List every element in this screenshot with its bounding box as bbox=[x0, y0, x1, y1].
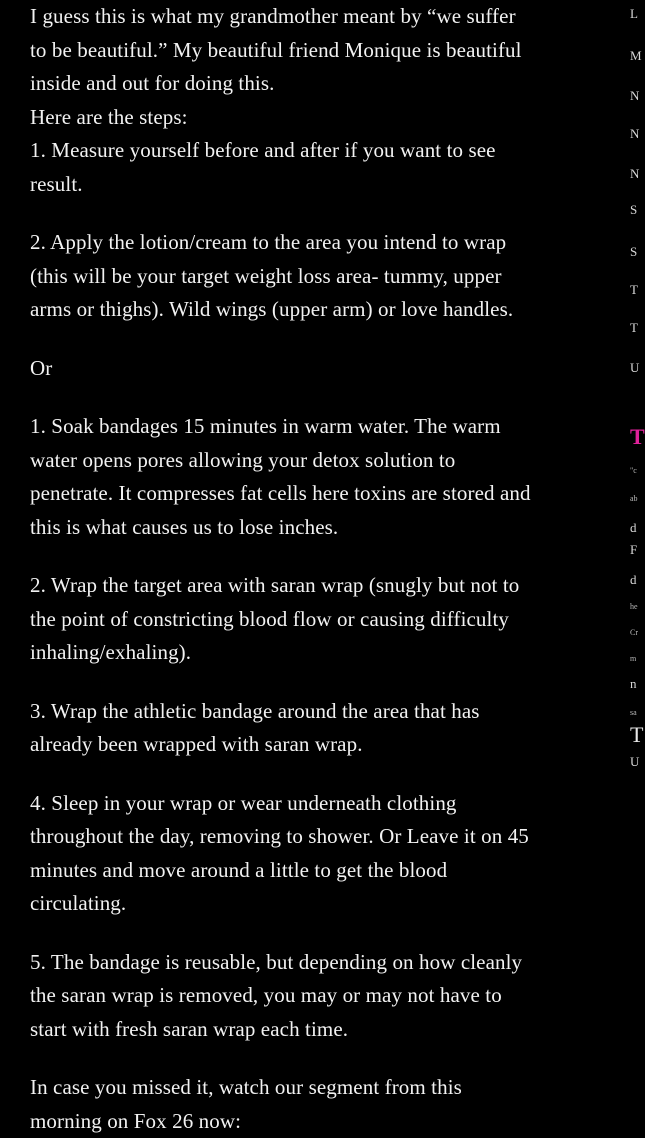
article-text-line: 3. Wrap the athletic bandage around the area that has bbox=[30, 695, 605, 729]
article-text-line: 4. Sleep in your wrap or wear underneath clothing bbox=[30, 787, 605, 821]
sidebar-link-fragment[interactable]: F bbox=[630, 542, 637, 558]
article-text-line: this is what causes us to lose inches. bbox=[30, 511, 605, 545]
article-text-line: penetrate. It compresses fat cells here toxins are stored and bbox=[30, 477, 605, 511]
sidebar-link-fragment[interactable]: "c bbox=[630, 466, 637, 475]
sidebar-link-fragment[interactable]: U bbox=[630, 754, 639, 770]
sidebar-link-fragment[interactable]: n bbox=[630, 676, 637, 692]
article-text-line: morning on Fox 26 now: bbox=[30, 1105, 605, 1138]
article-text-line: circulating. bbox=[30, 887, 605, 921]
sidebar-link-fragment[interactable]: d bbox=[630, 572, 637, 588]
article-text-line: inhaling/exhaling). bbox=[30, 636, 605, 670]
paragraph-gap bbox=[30, 201, 605, 226]
sidebar-link-fragment[interactable]: N bbox=[630, 88, 639, 104]
sidebar-link-fragment[interactable]: d bbox=[630, 520, 637, 536]
article-text-line: I guess this is what my grandmother meant by “we suffer bbox=[30, 0, 605, 34]
article-text-line: 5. The bandage is reusable, but depending on how cleanly bbox=[30, 946, 605, 980]
article-text-line: 1. Measure yourself before and after if you want to see bbox=[30, 134, 605, 168]
article-text-line: minutes and move around a little to get the blood bbox=[30, 854, 605, 888]
sidebar-link-fragment[interactable]: M bbox=[630, 48, 642, 64]
paragraph-gap bbox=[30, 327, 605, 352]
article-text-line: inside and out for doing this. bbox=[30, 67, 605, 101]
article-text-line: water opens pores allowing your detox solution to bbox=[30, 444, 605, 478]
paragraph-gap bbox=[30, 385, 605, 410]
sidebar-link-fragment[interactable]: U bbox=[630, 360, 639, 376]
article-text-line: 2. Wrap the target area with saran wrap (snugly but not to bbox=[30, 569, 605, 603]
article-body bbox=[30, 0, 605, 1138]
sidebar-link-fragment[interactable]: L bbox=[630, 6, 638, 22]
article-text-line: start with fresh saran wrap each time. bbox=[30, 1013, 605, 1047]
article-text-line: the point of constricting blood flow or causing difficulty bbox=[30, 603, 605, 637]
article-text-line: Or bbox=[30, 352, 605, 386]
article-text-line: (this will be your target weight loss area- tummy, upper bbox=[30, 260, 605, 294]
sidebar-link-fragment[interactable]: N bbox=[630, 166, 639, 182]
article-text-line: In case you missed it, watch our segment from this bbox=[30, 1071, 605, 1105]
sidebar-link-fragment[interactable]: T bbox=[630, 320, 638, 336]
paragraph-gap bbox=[30, 670, 605, 695]
paragraph-gap bbox=[30, 1046, 605, 1071]
article-text-line: the saran wrap is removed, you may or may not have to bbox=[30, 979, 605, 1013]
sidebar-link-fragment[interactable]: T bbox=[630, 282, 638, 298]
article-text-line: Here are the steps: bbox=[30, 101, 605, 135]
sidebar-link-fragment[interactable]: S bbox=[630, 244, 637, 260]
sidebar-link-fragment[interactable]: T bbox=[630, 722, 643, 748]
sidebar-link-fragment[interactable]: he bbox=[630, 602, 638, 611]
article-text-line: already been wrapped with saran wrap. bbox=[30, 728, 605, 762]
sidebar-link-fragment[interactable]: ab bbox=[630, 494, 638, 503]
paragraph-gap bbox=[30, 544, 605, 569]
sidebar-link-fragment[interactable]: Cr bbox=[630, 628, 638, 637]
article-text-line: arms or thighs). Wild wings (upper arm) or love handles. bbox=[30, 293, 605, 327]
paragraph-gap bbox=[30, 921, 605, 946]
sidebar-clipped bbox=[630, 0, 640, 1136]
article-text-line: to be beautiful.” My beautiful friend Monique is beautiful bbox=[30, 34, 605, 68]
paragraph-gap bbox=[30, 762, 605, 787]
article-text-line: result. bbox=[30, 168, 605, 202]
sidebar-link-fragment[interactable]: sa bbox=[630, 708, 637, 717]
sidebar-link-fragment[interactable]: m bbox=[630, 654, 636, 663]
article-text-line: throughout the day, removing to shower. Or Leave it on 45 bbox=[30, 820, 605, 854]
sidebar-link-fragment[interactable]: N bbox=[630, 126, 639, 142]
article-text-line: 1. Soak bandages 15 minutes in warm water. The warm bbox=[30, 410, 605, 444]
article-text-line: 2. Apply the lotion/cream to the area you intend to wrap bbox=[30, 226, 605, 260]
sidebar-link-fragment[interactable]: S bbox=[630, 202, 637, 218]
sidebar-link-fragment[interactable]: T bbox=[630, 424, 645, 450]
